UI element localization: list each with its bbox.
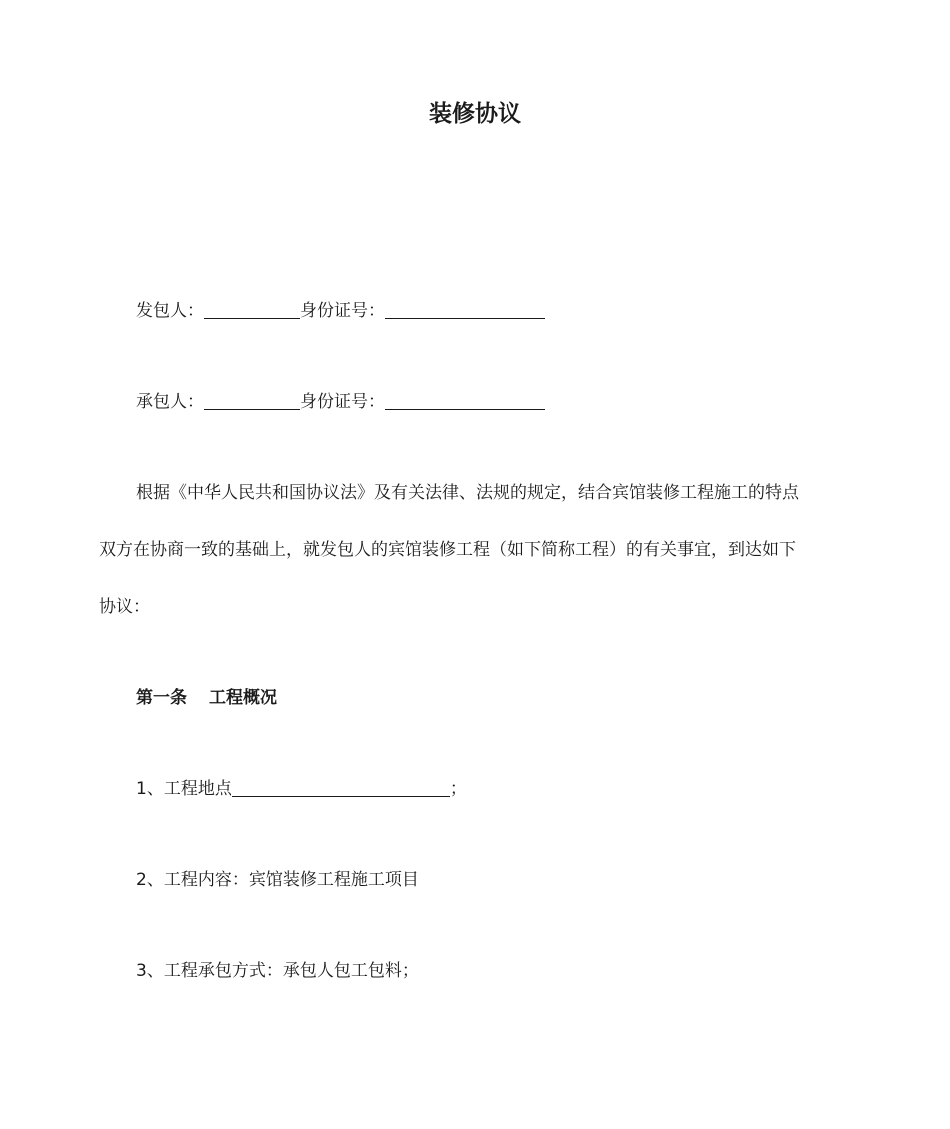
employer-id-blank xyxy=(385,298,545,319)
employer-line xyxy=(136,297,545,325)
employer-name-blank xyxy=(204,298,300,319)
preamble-line-2: 双方在协商一致的基础上，就发包人的宾馆装修工程（如下简称工程）的有关事宜，到达如下 xyxy=(99,540,796,560)
contractor-id-blank xyxy=(385,389,545,410)
preamble-line-1: 根据《中华人民共和国协议法》及有关法律、法规的规定，结合宾馆装修工程施工的特点 xyxy=(136,483,799,503)
employer-label: 发包人： xyxy=(136,301,204,321)
item-1-suffix: ； xyxy=(449,779,467,799)
site-location-blank xyxy=(232,776,450,797)
document-title: 装修协议 xyxy=(429,101,521,127)
item-3-line: 3、工程承包方式：承包人包工包料； xyxy=(136,961,419,981)
contractor-line xyxy=(136,388,545,416)
article-1-heading xyxy=(136,684,277,712)
item-2-line: 2、工程内容：宾馆装修工程施工项目 xyxy=(136,870,419,890)
contractor-id-label: 身份证号： xyxy=(300,392,385,412)
contractor-label: 承包人： xyxy=(136,392,204,412)
contractor-name-blank xyxy=(204,389,300,410)
article-1-title: 工程概况 xyxy=(209,688,277,708)
article-1-number: 第一条 xyxy=(136,688,187,708)
preamble-line-3: 协议： xyxy=(99,597,150,617)
item-1-label: 1、工程地点 xyxy=(136,779,232,799)
item-1-line xyxy=(136,775,467,803)
employer-id-label: 身份证号： xyxy=(300,301,385,321)
